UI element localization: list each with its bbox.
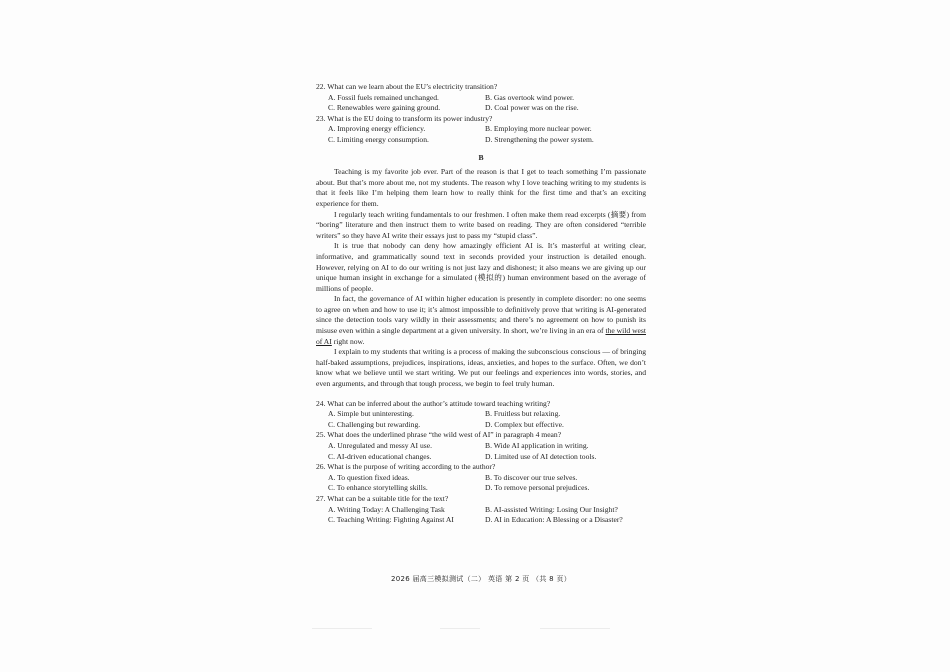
passage bbox=[316, 167, 646, 389]
question-23 bbox=[316, 114, 646, 146]
option-a: A. To question fixed ideas. bbox=[328, 472, 410, 482]
page-footer: 2026 届高三模拟测试（二） 英语 第 2 页 （共 8 页） bbox=[390, 575, 572, 583]
options bbox=[316, 505, 646, 526]
option-b: B. Fruitless but relaxing. bbox=[485, 409, 561, 419]
paragraph-4 bbox=[316, 294, 646, 347]
question-24 bbox=[316, 399, 646, 431]
option-c: C. AI-driven educational changes. bbox=[328, 451, 432, 461]
options bbox=[316, 473, 646, 494]
paragraph-1: Teaching is my favorite job ever. Part of the reason is that I get to teach something I’m passionate about. But that’s more about me, not my students. The reason why I love teaching writing to my students is that it feels like I’m helping them learn how to really think for the first time and that’s an exciting experience for them. bbox=[316, 167, 646, 208]
paragraph-4-text: In fact, the governance of AI within higher education is presently in complete disorder: no one seems to agree on when and how to use it; it’s almost impossible to definitively prove that writing is AI-generated since the detection tools vary wildly in their assessments; and there’s no agreement on how to punish its misuse even within a single department at a given university. In short, we’re living in an era of bbox=[316, 294, 646, 336]
paragraph-4-end: right now. bbox=[331, 336, 365, 346]
option-d: D. To remove personal prejudices. bbox=[485, 483, 590, 493]
option-b: B. Gas overtook wind power. bbox=[485, 92, 575, 102]
scan-artifact bbox=[440, 628, 480, 629]
option-d: D. Strengthening the power system. bbox=[485, 134, 594, 144]
question-text: 22. What can we learn about the EU’s electricity transition? bbox=[316, 82, 498, 91]
paragraph-5: I explain to my students that writing is a process of making the subconscious conscious — of bringing half-baked assumptions, prejudices, inspirations, ideas, anxieties, and hopes to the surface. Often, we don’t know what we believe until we start writing. We put our feelings and experiences into words, stories, and even arguments, and through that tough process, we begin to feel truly human. bbox=[316, 347, 646, 389]
option-d: D. AI in Education: A Blessing or a Disaster? bbox=[485, 515, 623, 525]
paragraph-3: It is true that nobody can deny how amazingly efficient AI is. It’s masterful at writing clear, informative, and grammatically sound text in seconds provided your instruction is detailed enough. However, relying on AI to do our writing is not just lazy and dishonest; it also means we are giving up our unique human insight in exchange for a simulated (模拟的) human environment based on the average of millions of people. bbox=[316, 241, 646, 293]
option-a: A. Unregulated and messy AI use. bbox=[328, 441, 432, 450]
question-22 bbox=[316, 82, 646, 114]
option-d: D. Complex but effective. bbox=[485, 419, 564, 429]
option-c: C. Limiting energy consumption. bbox=[328, 134, 429, 144]
question-25 bbox=[316, 430, 646, 462]
option-a: A. Simple but uninteresting. bbox=[328, 409, 414, 419]
question-text: 23. What is the EU doing to transform its power industry? bbox=[316, 113, 493, 123]
scan-artifact bbox=[312, 628, 372, 629]
underlined-phrase: the wild west of AI bbox=[316, 326, 646, 346]
question-text: 26. What is the purpose of writing according to the author? bbox=[316, 462, 496, 472]
questions-top bbox=[316, 82, 646, 526]
option-a: A. Writing Today: A Challenging Task bbox=[328, 504, 445, 514]
option-c: C. To enhance storytelling skills. bbox=[328, 483, 428, 493]
option-b: B. Wide AI application in writing. bbox=[485, 441, 589, 450]
question-27 bbox=[316, 494, 646, 526]
option-c: C. Renewables were gaining ground. bbox=[328, 103, 441, 113]
options bbox=[316, 441, 646, 462]
option-b: B. Employing more nuclear power. bbox=[485, 124, 592, 134]
question-text: 24. What can be inferred about the author’s attitude toward teaching writing? bbox=[316, 398, 551, 408]
option-a: A. Improving energy efficiency. bbox=[328, 124, 426, 134]
questions-bottom bbox=[316, 399, 646, 526]
options bbox=[316, 409, 646, 430]
section-label: B bbox=[478, 152, 484, 162]
scan-artifact bbox=[540, 628, 610, 629]
option-a: A. Fossil fuels remained unchanged. bbox=[328, 92, 439, 102]
option-b: B. AI-assisted Writing: Losing Our Insight? bbox=[485, 504, 618, 514]
option-c: C. Challenging but rewarding. bbox=[328, 419, 421, 429]
option-c: C. Teaching Writing: Fighting Against AI bbox=[328, 515, 454, 525]
options bbox=[316, 124, 646, 145]
option-d: D. Limited use of AI detection tools. bbox=[485, 451, 597, 461]
option-b: B. To discover our true selves. bbox=[485, 472, 578, 482]
option-d: D. Coal power was on the rise. bbox=[485, 103, 579, 113]
question-text: 27. What can be a suitable title for the text? bbox=[316, 493, 449, 503]
question-26 bbox=[316, 462, 646, 494]
paragraph-2: I regularly teach writing fundamentals to our freshmen. I often make them read excerpts (摘要) from “boring” literature and then instruct them to write based on reading. They are often considered “terrible writers” so they have AI write their essays just to pass my “stupid class”. bbox=[316, 209, 646, 240]
question-text: 25. What does the underlined phrase “the wild west of AI” in paragraph 4 mean? bbox=[316, 430, 562, 440]
options bbox=[316, 93, 646, 114]
